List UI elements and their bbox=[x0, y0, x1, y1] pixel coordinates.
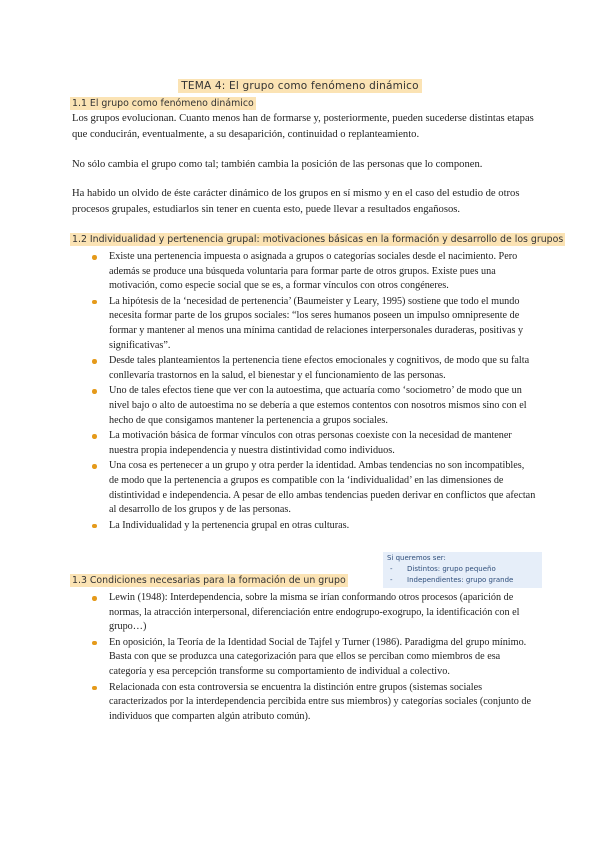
list-item-text: Desde tales planteamientos la pertenencia tiene efectos emocionales y cognitivos, de modo que su falta conllevaría trastornos en la salud, el bienestar y el funcionamiento de las personas. bbox=[109, 355, 530, 381]
list-item bbox=[92, 295, 536, 353]
section-1-paragraph-1: Los grupos evolucionan. Cuanto menos han de formarse y, posteriormente, pueden sucederse distintas etapas que conducirán, eventualmente, a su desaparición, continuidad o replanteamiento. bbox=[72, 113, 534, 140]
margin-note bbox=[383, 552, 542, 588]
bullet-dot-icon bbox=[92, 359, 97, 364]
list-item bbox=[92, 519, 536, 534]
section-3-heading: 1.3 Condiciones necesarias para la formación de un grupo bbox=[72, 575, 346, 586]
section-3-bullet-list bbox=[92, 591, 536, 725]
page-title: TEMA 4: El grupo como fenómeno dinámico bbox=[178, 79, 421, 93]
section-1-heading: 1.1 El grupo como fenómeno dinámico bbox=[72, 98, 254, 109]
list-item-text: En oposición, la Teoría de la Identidad Social de Tajfel y Turner (1986). Paradigma del grupo mínimo. Basta con que se produzca una categorización para que ellos se perciban como miembros de esa categoría y esa percepción transforme su comportamiento de individual a colectivo. bbox=[109, 636, 527, 677]
bullet-dot-icon bbox=[92, 641, 97, 646]
list-item-text: Una cosa es pertenecer a un grupo y otra perder la identidad. Ambas tendencias no son incompatibles, de modo que la pertenencia a grupos es compatible con la ‘individualidad’ en las dimensiones de distintividad e independencia. A pesar de ello ambas tendencias pueden derivar en conflictos que afectan al desarrollo de los grupos y de las personas. bbox=[109, 460, 536, 516]
list-item-text: Existe una pertenencia impuesta o asignada a grupos o categorías sociales desde el nacimiento. Pero además se produce una búsqueda voluntaria para formar parte de otros grupos. Existe pues una motivación, como especie social que se es, a formar vínculos con otros congéneres. bbox=[109, 251, 518, 292]
margin-note-item: - Distintos: grupo pequeño bbox=[390, 565, 496, 573]
list-item-text: Uno de tales efectos tiene que ver con la autoestima, que actuaría como ‘sociometro’ de modo que un nivel bajo o alto de autoestima no se debería a que estemos contentos con nosotros mismos sino con el hecho de que consigamos mantener la pertenencia a grupos sociales. bbox=[109, 385, 527, 426]
list-item bbox=[92, 636, 536, 680]
list-item bbox=[92, 250, 536, 294]
page-title-row bbox=[0, 76, 600, 94]
list-item-text: La motivación básica de formar vínculos con otras personas coexiste con la necesidad de mantener nuestra propia independencia y nuestra distintividad como individuos. bbox=[109, 430, 512, 456]
list-item-text: Relacionada con esta controversia se encuentra la distinción entre grupos (sistemas sociales caracterizados por la interdependencia percibida entre sus miembros) y categorías sociales (conjunto de individuos que comparten algún atributo común). bbox=[109, 681, 532, 722]
list-item bbox=[92, 429, 536, 458]
list-item bbox=[92, 354, 536, 383]
bullet-dot-icon bbox=[92, 389, 97, 394]
section-1-paragraph-2: No sólo cambia el grupo como tal; también cambia la posición de las personas que lo componen. bbox=[72, 159, 483, 170]
section-2-bullet-list bbox=[92, 250, 536, 534]
bullet-dot-icon bbox=[92, 596, 97, 601]
bullet-dot-icon bbox=[92, 686, 97, 691]
bullet-dot-icon bbox=[92, 524, 97, 529]
list-item bbox=[92, 459, 536, 517]
bullet-dot-icon bbox=[92, 464, 97, 469]
margin-note-item-text: Independientes: grupo grande bbox=[407, 576, 514, 584]
bullet-dot-icon bbox=[92, 255, 97, 260]
list-item-text: La hipótesis de la ‘necesidad de pertenencia’ (Baumeister y Leary, 1995) sostiene que todo el mundo necesita formar parte de los grupos sociales: “los seres humanos poseen un impulso omnipresente de formar y mantener al menos una mínima cantidad de relaciones interpersonales duraderas, positivas y significativas”. bbox=[109, 295, 524, 351]
section-1-paragraph-3: Ha habido un olvido de éste carácter dinámico de los grupos en sí mismo y en el caso del estudio de otros procesos grupales, estudiarlos sin tener en cuenta esto, puede llevar a resultados engañosos. bbox=[72, 188, 520, 215]
margin-note-item-text: Distintos: grupo pequeño bbox=[407, 565, 496, 573]
list-item bbox=[92, 591, 536, 635]
bullet-dot-icon bbox=[92, 300, 97, 305]
list-item-text: Lewin (1948): Interdependencia, sobre la misma se irían conformando otros procesos (aparición de normas, la atracción interpersonal, diferenciación entre endogrupo-exogrupo, la identificación con el grupo…) bbox=[109, 592, 520, 633]
section-2-heading: 1.2 Individualidad y pertenencia grupal: motivaciones básicas en la formación y desarrollo de los grupos bbox=[72, 234, 564, 245]
list-item bbox=[92, 681, 536, 725]
margin-note-title: Si queremos ser: bbox=[387, 554, 446, 562]
list-item bbox=[92, 384, 536, 428]
margin-note-item: - Independientes: grupo grande bbox=[390, 576, 514, 584]
list-item-text: La Individualidad y la pertenencia grupal en otras culturas. bbox=[109, 519, 350, 531]
bullet-dot-icon bbox=[92, 434, 97, 439]
